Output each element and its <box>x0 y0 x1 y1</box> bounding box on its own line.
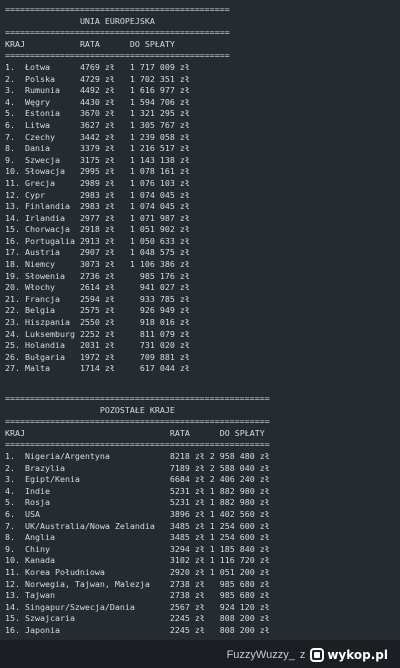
row-remaining: 709 881 zł <box>114 351 190 362</box>
row-remaining: 1 402 560 zł <box>204 508 270 519</box>
row-country: USA <box>24 508 170 519</box>
table-rule: ============================================= <box>5 4 230 14</box>
row-installment: 3485 zł <box>169 532 205 543</box>
footer-bar <box>0 640 400 668</box>
row-installment: 3073 zł <box>79 259 115 270</box>
row-rank: 6. <box>5 508 25 519</box>
row-rank: 3. <box>5 474 25 485</box>
row-remaining: 811 079 zł <box>114 328 190 339</box>
row-installment: 1714 zł <box>79 363 115 374</box>
row-country: Bułgaria <box>24 351 80 362</box>
row-remaining: 1 185 840 zł <box>204 543 270 554</box>
row-country: Szwajcaria <box>24 613 170 624</box>
row-country: Litwa <box>24 119 80 130</box>
row-remaining: 1 254 600 zł <box>204 520 270 531</box>
column-header: RATA <box>79 38 130 49</box>
row-rank: 9. <box>5 543 25 554</box>
row-rank: 27. <box>5 363 25 374</box>
row-country: Słowacja <box>24 166 80 177</box>
row-rank: 5. <box>5 108 25 119</box>
row-remaining: 1 616 977 zł <box>114 85 190 96</box>
row-remaining: 1 071 987 zł <box>114 212 190 223</box>
row-remaining: 731 020 zł <box>114 340 190 351</box>
row-rank: 8. <box>5 532 25 543</box>
row-rank: 12. <box>5 578 25 589</box>
row-rank: 10. <box>5 555 25 566</box>
row-rank: 2. <box>5 73 25 84</box>
row-installment: 4729 zł <box>79 73 115 84</box>
table-rule: ============================================= <box>5 50 230 61</box>
row-remaining: 941 027 zł <box>114 282 190 293</box>
row-remaining: 985 680 zł <box>204 590 270 601</box>
row-rank: 7. <box>5 520 25 531</box>
row-country: Austria <box>24 247 80 258</box>
row-installment: 2567 zł <box>169 601 205 612</box>
row-installment: 4769 zł <box>79 61 115 72</box>
row-installment: 2738 zł <box>169 590 205 601</box>
row-remaining: 1 116 720 zł <box>204 555 270 566</box>
row-rank: 7. <box>5 131 25 142</box>
row-installment: 2918 zł <box>79 224 115 235</box>
row-rank: 11. <box>5 177 25 188</box>
row-country: Brazylia <box>24 462 170 473</box>
row-country: Egipt/Kenia <box>24 474 170 485</box>
row-remaining: 2 588 040 zł <box>204 462 270 473</box>
row-country: Węgry <box>24 96 80 107</box>
row-country: Finlandia <box>24 201 80 212</box>
row-country: Irlandia <box>24 212 80 223</box>
row-remaining: 1 074 045 zł <box>114 201 190 212</box>
row-country: Luksemburg <box>24 328 80 339</box>
row-rank: 14. <box>5 212 25 223</box>
row-country: Hiszpania <box>24 317 80 328</box>
row-rank: 9. <box>5 154 25 165</box>
row-installment: 2907 zł <box>79 247 115 258</box>
row-remaining: 1 076 103 zł <box>114 177 190 188</box>
row-rank: 25. <box>5 340 25 351</box>
row-remaining: 1 051 902 zł <box>114 224 190 235</box>
row-installment: 2913 zł <box>79 235 115 246</box>
row-country: Singapur/Szwecja/Dania <box>24 601 170 612</box>
row-installment: 2983 zł <box>79 201 115 212</box>
row-installment: 6684 zł <box>169 474 205 485</box>
row-rank: 1. <box>5 61 25 72</box>
row-country: Indie <box>24 485 170 496</box>
column-header: RATA <box>169 427 220 438</box>
row-installment: 2614 zł <box>79 282 115 293</box>
row-installment: 7189 zł <box>169 462 205 473</box>
row-country: Anglia <box>24 532 170 543</box>
table-rule: ===================================================== <box>5 416 270 427</box>
row-rank: 4. <box>5 485 25 496</box>
row-installment: 3627 zł <box>79 119 115 130</box>
row-country: Chiny <box>24 543 170 554</box>
row-country: Belgia <box>24 305 80 316</box>
row-installment: 2995 zł <box>79 166 115 177</box>
attribution <box>227 648 388 662</box>
row-rank: 12. <box>5 189 25 200</box>
row-installment: 2736 zł <box>79 270 115 281</box>
row-installment: 3379 zł <box>79 143 115 154</box>
row-country: Estonia <box>24 108 80 119</box>
table-rule: ===================================================== <box>5 393 270 403</box>
row-country: Włochy <box>24 282 80 293</box>
row-remaining: 1 254 600 zł <box>204 532 270 543</box>
row-installment: 3485 zł <box>169 520 205 531</box>
row-installment: 3442 zł <box>79 131 115 142</box>
row-installment: 2920 zł <box>169 566 205 577</box>
row-rank: 10. <box>5 166 25 177</box>
row-rank: 16. <box>5 624 25 635</box>
row-installment: 2550 zł <box>79 317 115 328</box>
row-installment: 2575 zł <box>79 305 115 316</box>
row-country: Rumunia <box>24 85 80 96</box>
row-remaining: 1 216 517 zł <box>114 143 190 154</box>
row-remaining: 2 958 480 zł <box>204 450 270 461</box>
attribution-connector: z <box>299 649 306 661</box>
row-installment: 8218 zł <box>169 450 205 461</box>
row-installment: 3175 zł <box>79 154 115 165</box>
row-remaining: 1 321 295 zł <box>114 108 190 119</box>
row-installment: 3102 zł <box>169 555 205 566</box>
row-installment: 2977 zł <box>79 212 115 223</box>
row-remaining: 1 594 706 zł <box>114 96 190 107</box>
table-title: UNIA EUROPEJSKA <box>79 15 155 26</box>
row-remaining: 1 048 575 zł <box>114 247 190 258</box>
row-remaining: 985 176 zł <box>114 270 190 281</box>
row-installment: 2245 zł <box>169 613 205 624</box>
row-remaining: 617 044 zł <box>114 363 190 374</box>
row-country: Korea Południowa <box>24 566 170 577</box>
row-rank: 6. <box>5 119 25 130</box>
row-country: Dania <box>24 143 80 154</box>
row-country: Malta <box>24 363 80 374</box>
row-remaining: 926 949 zł <box>114 305 190 316</box>
row-rank: 3. <box>5 85 25 96</box>
author-name[interactable]: FuzzyWuzzy_ <box>226 649 295 661</box>
row-remaining: 1 106 386 zł <box>114 259 190 270</box>
row-rank: 8. <box>5 143 25 154</box>
table-title: POZOSTAŁE KRAJE <box>99 404 175 415</box>
row-installment: 2245 zł <box>169 624 205 635</box>
column-header: KRAJ <box>5 427 170 438</box>
row-country: Holandia <box>24 340 80 351</box>
row-remaining: 1 239 058 zł <box>114 131 190 142</box>
row-rank: 5. <box>5 497 25 508</box>
row-country: Niemcy <box>24 259 80 270</box>
row-country: Kanada <box>24 555 170 566</box>
eu-table <box>5 4 230 375</box>
row-rank: 19. <box>5 270 25 281</box>
row-remaining: 1 305 767 zł <box>114 119 190 130</box>
row-remaining: 1 051 200 zł <box>204 566 270 577</box>
column-header: DO SPŁATY <box>219 427 265 438</box>
row-remaining: 2 406 240 zł <box>204 474 270 485</box>
row-rank: 26. <box>5 351 25 362</box>
row-rank: 15. <box>5 613 25 624</box>
row-rank: 11. <box>5 566 25 577</box>
row-country: Portugalia <box>24 235 80 246</box>
row-country: Norwegia, Tajwan, Malezja <box>24 578 170 589</box>
row-remaining: 1 074 045 zł <box>114 189 190 200</box>
row-country: Słowenia <box>24 270 80 281</box>
row-remaining: 924 120 zł <box>204 601 270 612</box>
row-remaining: 808 200 zł <box>204 613 270 624</box>
row-rank: 1. <box>5 450 25 461</box>
row-remaining: 933 785 zł <box>114 293 190 304</box>
column-header: DO SPŁATY <box>129 38 175 49</box>
row-country: Cypr <box>24 189 80 200</box>
row-remaining: 985 680 zł <box>204 578 270 589</box>
row-rank: 13. <box>5 590 25 601</box>
row-rank: 18. <box>5 259 25 270</box>
row-country: Polska <box>24 73 80 84</box>
row-installment: 1972 zł <box>79 351 115 362</box>
row-country: Nigeria/Argentyna <box>24 450 170 461</box>
row-rank: 14. <box>5 601 25 612</box>
row-installment: 5231 zł <box>169 485 205 496</box>
row-remaining: 1 078 161 zł <box>114 166 190 177</box>
row-installment: 4492 zł <box>79 85 115 96</box>
row-country: Czechy <box>24 131 80 142</box>
row-rank: 16. <box>5 235 25 246</box>
column-header: KRAJ <box>5 38 80 49</box>
row-country: Szwecja <box>24 154 80 165</box>
row-country: Japonia <box>24 624 170 635</box>
row-remaining: 808 200 zł <box>204 624 270 635</box>
row-rank: 23. <box>5 317 25 328</box>
row-rank: 2. <box>5 462 25 473</box>
row-remaining: 1 143 138 zł <box>114 154 190 165</box>
wykop-logo[interactable] <box>310 648 388 662</box>
row-installment: 2983 zł <box>79 189 115 200</box>
row-rank: 17. <box>5 247 25 258</box>
row-rank: 4. <box>5 96 25 107</box>
row-installment: 2738 zł <box>169 578 205 589</box>
row-rank: 24. <box>5 328 25 339</box>
row-installment: 5231 zł <box>169 497 205 508</box>
row-installment: 2989 zł <box>79 177 115 188</box>
row-rank: 13. <box>5 201 25 212</box>
row-installment: 2594 zł <box>79 293 115 304</box>
row-rank: 22. <box>5 305 25 316</box>
row-remaining: 1 717 009 zł <box>114 61 190 72</box>
wykop-logo-icon <box>310 648 324 662</box>
row-country: Francja <box>24 293 80 304</box>
wykop-site-name: wykop.pl <box>327 648 388 662</box>
row-country: Łotwa <box>24 61 80 72</box>
row-installment: 2031 zł <box>79 340 115 351</box>
row-rank: 20. <box>5 282 25 293</box>
row-rank: 15. <box>5 224 25 235</box>
row-installment: 2252 zł <box>79 328 115 339</box>
row-remaining: 1 050 633 zł <box>114 235 190 246</box>
row-remaining: 1 882 980 zł <box>204 497 270 508</box>
row-rank: 21. <box>5 293 25 304</box>
row-remaining: 918 016 zł <box>114 317 190 328</box>
row-remaining: 1 882 980 zł <box>204 485 270 496</box>
table-rule: ===================================================== <box>5 439 270 450</box>
row-installment: 3670 zł <box>79 108 115 119</box>
table-rule: ============================================= <box>5 27 230 38</box>
row-remaining: 1 702 351 zł <box>114 73 190 84</box>
other-countries-table <box>5 393 270 648</box>
row-installment: 3294 zł <box>169 543 205 554</box>
row-installment: 4430 zł <box>79 96 115 107</box>
row-installment: 3896 zł <box>169 508 205 519</box>
row-country: Chorwacja <box>24 224 80 235</box>
row-country: Tajwan <box>24 590 170 601</box>
row-country: UK/Australia/Nowa Zelandia <box>24 520 170 531</box>
row-country: Grecja <box>24 177 80 188</box>
row-country: Rosja <box>24 497 170 508</box>
